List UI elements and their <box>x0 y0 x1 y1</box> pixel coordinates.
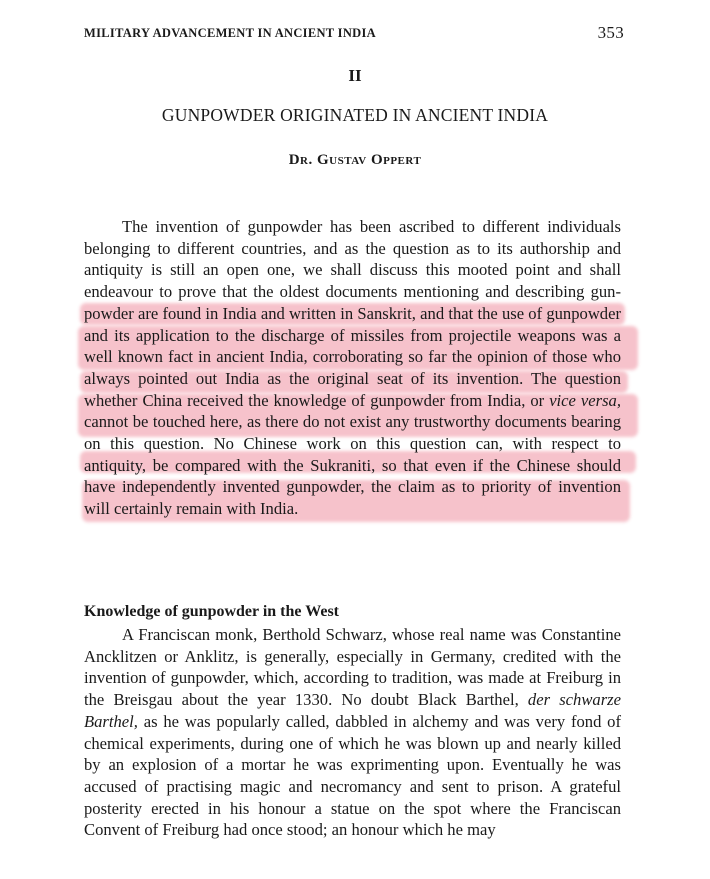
italic-phrase: der schwarze Barthel, <box>84 690 621 731</box>
italic-phrase: vice versa, <box>549 390 621 410</box>
running-title: MILITARY ADVANCEMENT IN ANCIENT INDIA <box>84 26 376 40</box>
paragraph-west <box>84 624 621 841</box>
running-header <box>84 23 624 42</box>
author-name: Dr. Gustav Oppert <box>288 152 422 168</box>
section-heading: Knowledge of gunpowder in the West <box>84 603 339 620</box>
paragraph-text: as he was popularly called, dabbled in alchemy and was very fond of chemical experiments, during one of which he was blown up and nearly killed by an explosion of a mortar he was exprimenting upon. Eventually he was accused of practising magic and necromancy and sent to prison. A grateful posterity erected in his honour a statue on the spot where the Franciscan Convent of Freiburg had once stood; an honour which he may <box>84 711 621 840</box>
paragraph-text: The invention of gunpowder has been ascribed to different individuals belonging to different countries, and as the question as to its authorship and antiquity is still an open one, we shall discuss this mooted point and shall endeavour to prove that the oldest documents mentioning and describing gun-powder are found in India and written in Sanskrit, and that the use of gunpowder and its application to the discharge of missiles from projectile weapons was a well known fact in ancient India, corroborating so far the opinion of those who always pointed out India as the original seat of its invention. The question whether China received the knowledge of gunpowder from India, or <box>84 217 621 410</box>
paragraph-text: A Franciscan monk, Berthold Schwarz, whose real name was Constantine Ancklitzen or Anklitz, is generally, especially in Germany, credited with the invention of gunpowder, which, according to tradition, was made at Freiburg in the Breisgau about the year 1330. No doubt Black Barthel, <box>84 625 621 710</box>
section-number: II <box>348 66 362 85</box>
chapter-title: GUNPOWDER ORIGINATED IN ANCIENT INDIA <box>161 105 549 125</box>
paragraph-text: cannot be touched here, as there do not exist any trustworthy documents bearing on this question. No Chinese work on this question can, with respect to antiquity, be compared with the Sukraniti, so that even if the Chinese should have independently invented gunpowder, the claim as to priority of invention will certainly remain with India. <box>84 412 621 519</box>
paragraph-intro <box>84 216 621 520</box>
page-number: 353 <box>597 23 624 42</box>
